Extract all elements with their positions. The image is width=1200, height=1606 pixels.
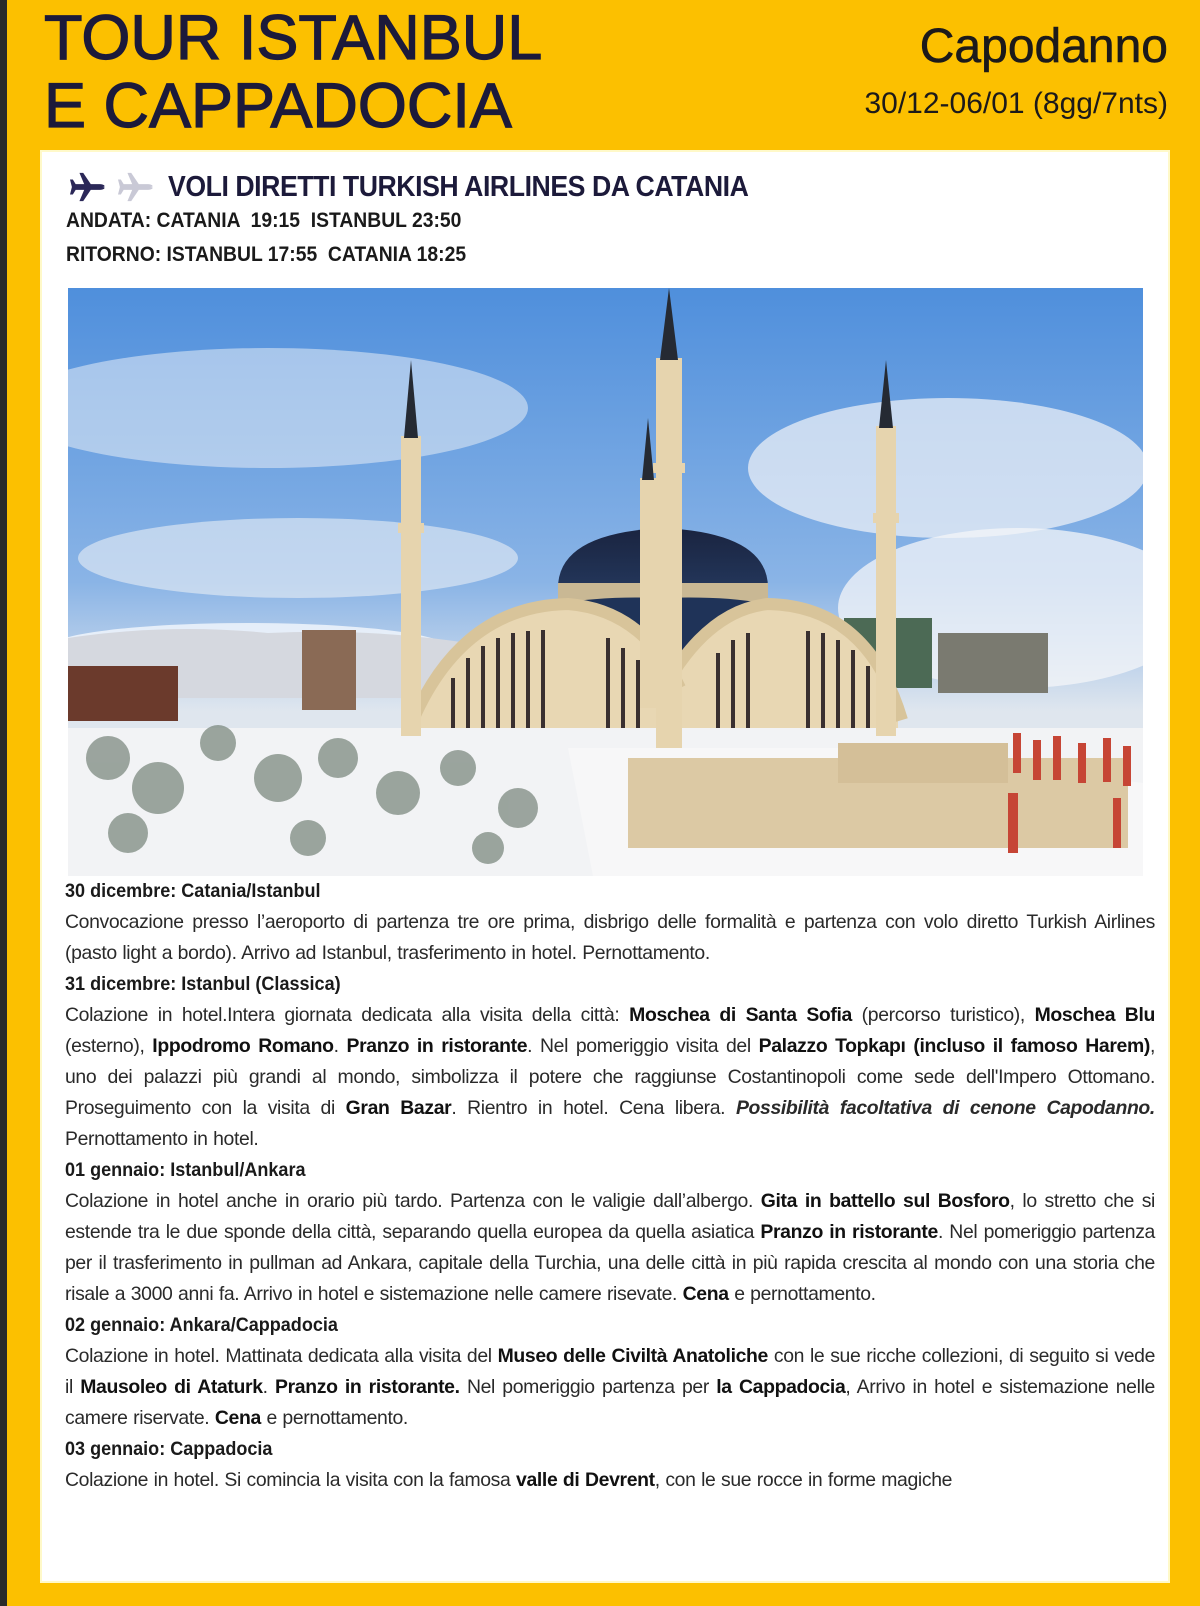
highlight-text: Ippodromo Romano <box>152 1035 334 1057</box>
highlight-text: Cena <box>214 1407 261 1429</box>
description-text: . Nel pomeriggio visita del <box>527 1035 759 1057</box>
description-text: e pernottamento. <box>728 1283 876 1305</box>
flights-title: VOLI DIRETTI TURKISH AIRLINES DA CATANIA <box>168 170 749 203</box>
description-text: Pernottamento in hotel. <box>65 1128 259 1150</box>
highlight-text: la Cappadocia <box>716 1376 846 1398</box>
description-text: , uno dei palazzi più grandi al mondo, simbolizza il potere che raggiunse Costantinopoli come sede dell'Impero Ottomano. Proseguimento con la visita di <box>65 1035 1156 1119</box>
event-dates: 30/12-06/01 (8gg/7nts) <box>864 87 1168 120</box>
itinerary <box>65 876 1155 1496</box>
description-text: . <box>333 1035 347 1057</box>
highlight-text: Pranzo in ristorante <box>346 1035 528 1057</box>
day-description <box>65 1186 1155 1310</box>
description-text: . Nel pomeriggio partenza per il trasferimento in pullman ad Ankara, capitale della Turchia, una delle città in più rapida crescita al mondo con una storia che risale a 3000 anni fa. Arrivo in hotel e sistemazione nelle camere risevate. <box>65 1221 1155 1305</box>
highlight-text: Cena <box>682 1283 729 1305</box>
description-text: Colazione in hotel anche in orario più tardo. Partenza con le valigie dall’albergo. <box>65 1190 761 1212</box>
return-flight: RITORNO: ISTANBUL 17:55 CATANIA 18:25 <box>66 243 467 266</box>
day-title: 01 gennaio: Istanbul/Ankara <box>65 1159 306 1181</box>
description-text: Colazione in hotel. Mattinata dedicata alla visita del <box>65 1345 498 1367</box>
description-text: Colazione in hotel. Si comincia la visita con la famosa <box>65 1469 517 1491</box>
title-line-2: E CAPPADOCIA <box>44 71 512 141</box>
highlight-text: Museo delle Civiltà Anatoliche <box>497 1345 768 1367</box>
highlight-text: Gran Bazar <box>345 1097 452 1119</box>
day-description <box>65 1341 1155 1434</box>
description-text: , lo stretto che si estende tra le due sponde della città, separando quella europea da quella asiatica <box>65 1190 1155 1243</box>
day-title: 30 dicembre: Catania/Istanbul <box>65 880 321 902</box>
highlight-text: Moschea Blu <box>1034 1004 1155 1026</box>
day-title: 02 gennaio: Ankara/Cappadocia <box>65 1314 338 1336</box>
day-description <box>65 1465 1155 1496</box>
description-text: (percorso turistico), <box>851 1004 1035 1026</box>
page-title <box>44 4 542 140</box>
left-edge-strip <box>0 0 7 1606</box>
mosque-photo <box>68 288 1143 876</box>
description-text: . <box>262 1376 276 1398</box>
highlight-text: Mausoleo di Ataturk <box>80 1376 263 1398</box>
day-description <box>65 907 1155 969</box>
description-text: Colazione in hotel.Intera giornata dedicata alla visita della città: <box>65 1004 630 1026</box>
description-text: e pernottamento. <box>260 1407 408 1429</box>
day-description <box>65 1000 1155 1155</box>
flights-header <box>68 170 799 204</box>
outbound-flight: ANDATA: CATANIA 19:15 ISTANBUL 23:50 <box>66 209 462 232</box>
optional-highlight-text: Possibilità facoltativa di cenone Capodanno. <box>735 1097 1155 1119</box>
highlight-text: Moschea di Santa Sofia <box>629 1004 852 1026</box>
highlight-text: valle di Devrent <box>516 1469 655 1491</box>
description-text: . Rientro in hotel. Cena libera. <box>451 1097 736 1119</box>
description-text: con le sue ricche collezioni, di seguito si vede il <box>65 1345 1156 1398</box>
description-text: Convocazione presso l’aeroporto di partenza tre ore prima, disbrigo delle formalità e partenza con volo diretto Turkish Airlines (pasto light a bordo). Arrivo ad Istanbul, trasferimento in hotel. Pernottamento. <box>65 911 1155 964</box>
event-info <box>864 20 1168 122</box>
highlight-text: Pranzo in ristorante. <box>275 1376 460 1398</box>
highlight-text: Pranzo in ristorante <box>760 1221 938 1243</box>
airplane-icon <box>68 170 106 204</box>
title-line-1: TOUR ISTANBUL <box>44 3 543 73</box>
day-title: 03 gennaio: Cappadocia <box>65 1438 273 1460</box>
description-text: (esterno), <box>65 1035 153 1057</box>
highlight-text: Gita in battello sul Bosforo <box>760 1190 1010 1212</box>
airplane-icon <box>116 170 154 204</box>
content-panel <box>42 152 1168 1581</box>
description-text: , Arrivo in hotel e sistemazione nelle camere riservate. <box>65 1376 1155 1429</box>
description-text: Nel pomeriggio partenza per <box>459 1376 717 1398</box>
description-text: , con le sue rocce in forme magiche <box>654 1469 953 1491</box>
event-name: Capodanno <box>919 20 1168 73</box>
highlight-text: Palazzo Topkapı (incluso il famoso Harem) <box>758 1035 1150 1057</box>
day-title: 31 dicembre: Istanbul (Classica) <box>65 973 341 995</box>
